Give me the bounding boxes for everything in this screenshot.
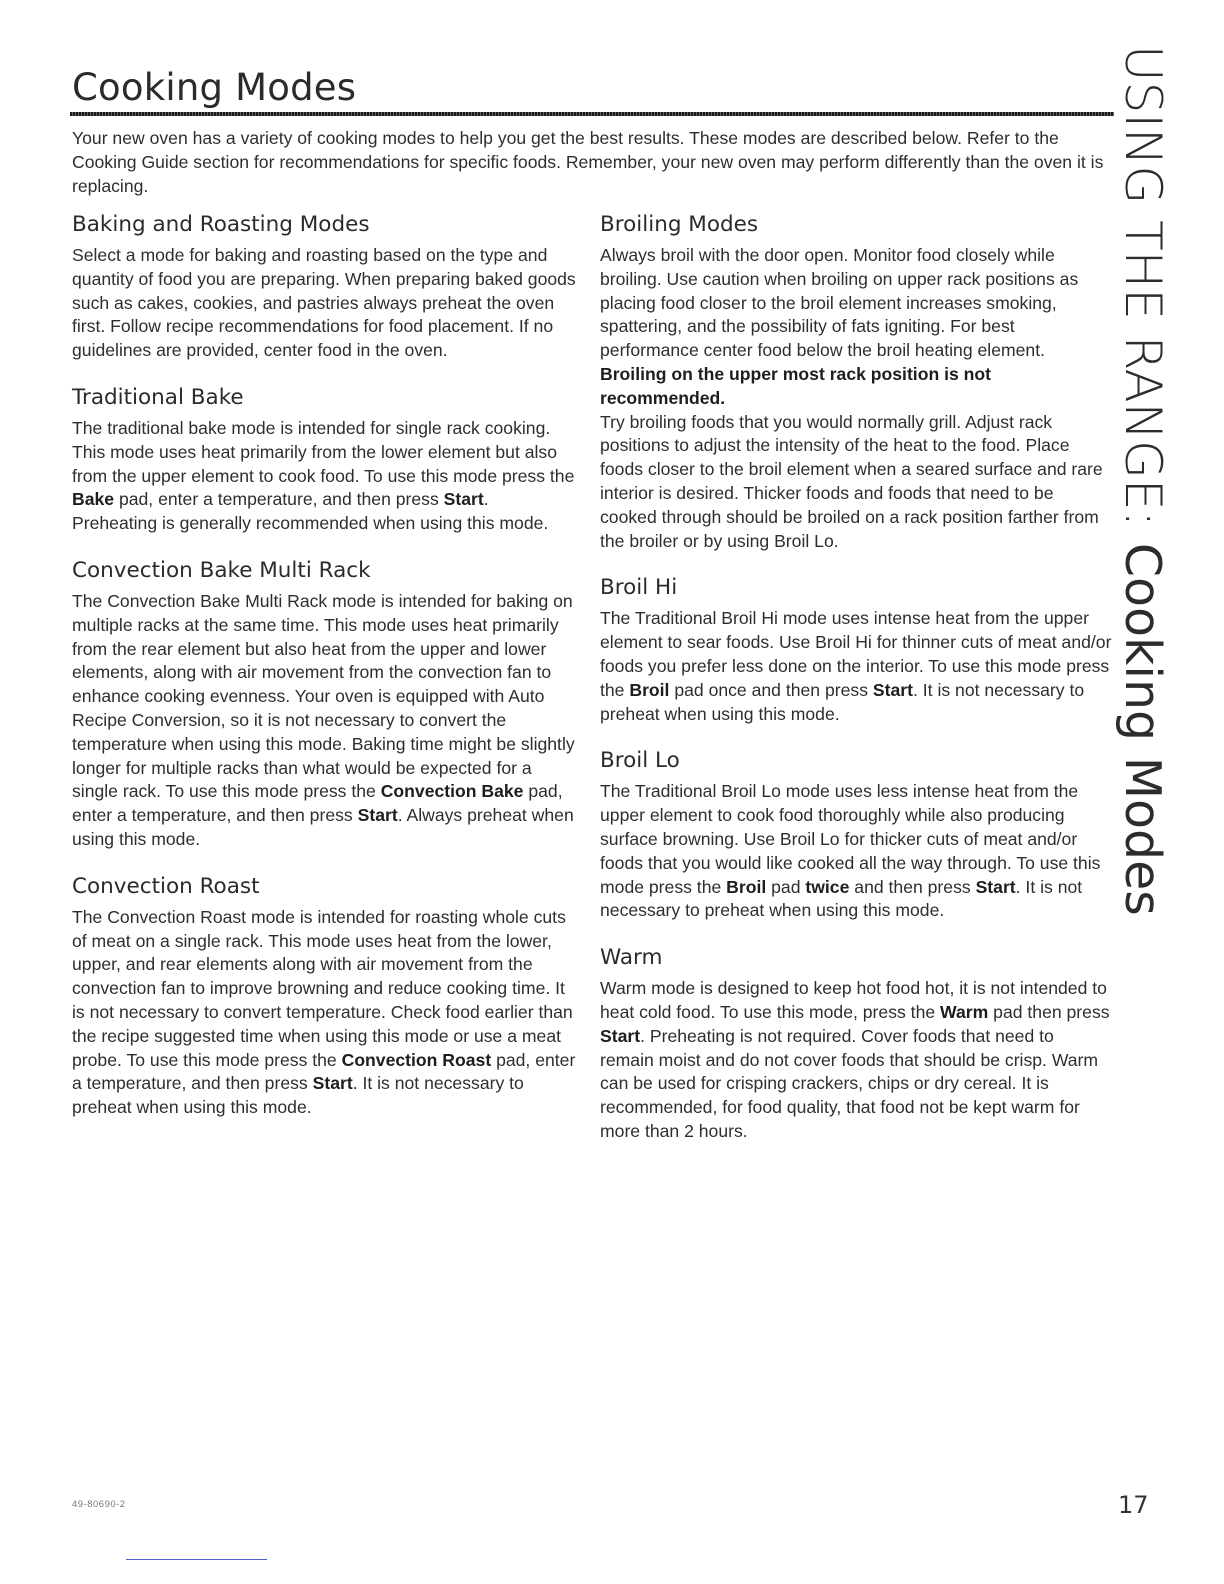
section-heading: Warm: [600, 945, 663, 971]
section-body: Select a mode for baking and roasting based on the type and quantity of food you are preparing. When preparing baked goods such as cakes, cookies, and pastries always preheat the oven first. Follow recipe recommendations for food placement. If no guidelines are provided, center food in the oven.: [72, 245, 576, 361]
bottom-link-line: [126, 1559, 267, 1560]
bold-term: twice: [805, 876, 850, 897]
section-heading: Broil Lo: [600, 748, 680, 774]
section-body: The Traditional Broil Lo mode uses less intense heat from the upper element to cook food thoroughly while also producing surface browning. Use Broil Lo for thicker cuts of meat and/or foods that you would like cooked all the way through. To use this mode press the Broil pad twice and then press Start. It is not necessary to preheat when using this mode.: [600, 781, 1101, 921]
bold-term: Start: [872, 679, 913, 700]
section-convection-bake-multi-rack: [72, 556, 577, 852]
section-body: Always broil with the door open. Monitor food closely while broiling. Use caution when broiling on upper rack positions as placing food closer to the broil element increases smoking, spattering, and the possibility of fats igniting. For best performance center food below the broil heating element. Broiling on the upper most rack position is not recommended.: [600, 245, 1079, 408]
document-id: 49-80690-2: [72, 1499, 126, 1510]
section-broiling-modes: [600, 210, 1112, 553]
bold-term: Start: [975, 876, 1016, 897]
right-column: [600, 210, 1112, 1160]
side-tab-caps: USING THE RANGE:: [1114, 45, 1172, 528]
section-warm: [600, 943, 1112, 1144]
section-heading: Traditional Bake: [72, 384, 244, 410]
section-heading: Broiling Modes: [600, 212, 759, 237]
section-heading: Baking and Roasting Modes: [72, 212, 370, 237]
section-body: Warm mode is designed to keep hot food hot, it is not intended to heat cold food. To use this mode, press the Warm pad then press Start. Preheating is not required. Cover foods that need to remain moist and do not cover foods that should be crisp. Warm can be used for crisping crackers, chips or dry cereal. It is recommended, for food quality, that food not be kept warm for more than 2 hours.: [600, 978, 1110, 1141]
section-baking-roasting: [72, 210, 577, 363]
section-broil-hi: [600, 573, 1112, 726]
bold-term: Start: [312, 1073, 353, 1094]
bold-term: Start: [443, 489, 484, 510]
section-body: The Convection Roast mode is intended for roasting whole cuts of meat on a single rack. This mode uses heat from the lower, upper, and rear elements along with air movement from the convection fan to improve browning and reduce cooking time. It is not necessary to convert temperature. Check food earlier than the recipe suggested time when using this mode or use a meat probe. To use this mode press the Convection Roast pad, enter a temperature, and then press Start. It is not necessary to preheat when using this mode.: [72, 906, 576, 1118]
side-tab-text: [1104, 45, 1174, 916]
intro-paragraph: Your new oven has a variety of cooking modes to help you get the best results. These modes are described below. Refer to the Cooking Guide section for recommendations for specific foods. Remember, your new oven may perform differently than the oven it is replacing.: [72, 128, 1104, 196]
bold-term: Start: [600, 1025, 641, 1046]
bold-term: Convection Roast: [341, 1049, 492, 1070]
section-heading: Convection Bake Multi Rack: [72, 557, 371, 583]
section-body: Try broiling foods that you would normally grill. Adjust rack positions to adjust the intensity of the heat to the food. Place foods closer to the broil element when a seared surface and rare interior is desired. Thicker foods and foods that need to be cooked through should be broiled on a rack position farther from the broiler or by using Broil Lo.: [600, 411, 1103, 551]
left-column: [72, 210, 577, 1136]
section-body: The Traditional Broil Hi mode uses intense heat from the upper element to sear foods. Use Broil Hi for thinner cuts of meat and/or foods you prefer less done on the interior. To use this mode press the Broil pad once and then press Start. It is not necessary to preheat when using this mode.: [600, 608, 1112, 724]
bold-term: Convection Bake: [380, 781, 524, 802]
section-body: The Convection Bake Multi Rack mode is intended for baking on multiple racks at the same time. This mode uses heat primarily from the rear element but also heat from the upper and lower elements, along with air movement from the convection fan to enhance cooking evenness. Your oven is equipped with Auto Recipe Conversion, so it is not necessary to convert the temperature when using this mode. Baking time might be slightly longer for multiple racks than what would be expected for a single rack. To use this mode press the Convection Bake pad, enter a temperature, and then press Start. Always preheat when using this mode.: [72, 590, 575, 849]
bold-term: Broil: [629, 679, 670, 700]
page-title: Cooking Modes: [72, 66, 357, 109]
section-traditional-bake: [72, 383, 577, 536]
side-tab-rest: Cooking Modes: [1114, 527, 1171, 916]
bold-term: Bake: [72, 489, 115, 510]
section-heading: Convection Roast: [72, 873, 260, 899]
side-section-tab: [1112, 45, 1182, 916]
section-heading: Broil Hi: [600, 575, 678, 601]
section-body: The traditional bake mode is intended for single rack cooking. This mode uses heat primarily from the lower element but also from the upper element to cook food. To use this mode press the Bake pad, enter a temperature, and then press Start. Preheating is generally recommended when using this mode.: [72, 417, 575, 534]
title-rule: [70, 112, 1114, 116]
section-broil-lo: [600, 746, 1112, 923]
bold-term: Warm: [940, 1001, 989, 1022]
bold-term: Broil: [726, 876, 767, 897]
section-convection-roast: [72, 872, 577, 1120]
bold-term: Start: [357, 805, 398, 826]
bold-warning: Broiling on the upper most rack position is not recommended.: [600, 363, 991, 408]
page-number: 17: [1118, 1491, 1149, 1519]
